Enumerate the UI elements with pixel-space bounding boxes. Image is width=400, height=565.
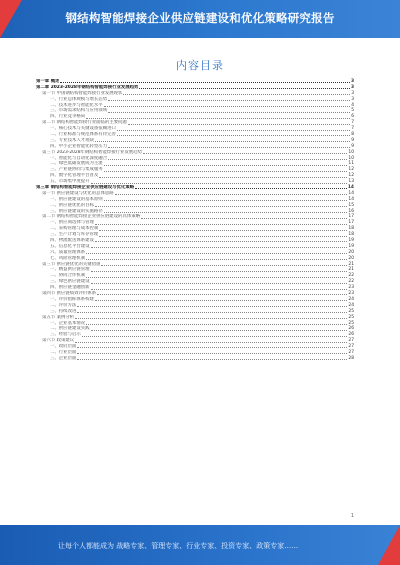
toc-entry-title: 第二章 2023-2028年钢结构智能焊接行业发展趋势 [36,84,139,90]
toc-leader-dots [75,342,347,343]
toc-leader-dots [139,88,350,89]
toc-entry-page: 10 [348,149,354,155]
toc-entry-title: 三、供应链建设的实施路径 [50,208,103,214]
toc-leader-dots [91,183,348,184]
toc-leader-dots [86,277,347,278]
toc-entry-page: 3 [350,84,354,90]
toc-leader-dots [86,324,347,325]
toc-entry-title: 三、生产计划与库存管理 [50,232,99,238]
toc-leader-dots [91,330,348,331]
toc-entry-page: 24 [348,302,354,308]
toc-leader-dots [99,177,347,178]
toc-entry-page: 13 [348,179,354,185]
toc-heading: 内容目录 [176,59,224,72]
toc-entry-title: 一、评价指标体系构建 [50,296,94,302]
toc-entry-title: 三、企业层面 [50,355,77,361]
toc-leader-dots [97,294,347,295]
toc-entry-title: 三、持续改进 [50,308,77,314]
toc-entry-page: 23 [348,285,354,291]
toc-entry-title: 六、质量管理体系 [50,249,86,255]
toc-entry-page: 6 [351,114,354,120]
toc-entry-title: 二、评价方法 [50,302,77,308]
toc-entry-title: 一、核心技术与关键设备依赖进口 [50,126,116,132]
toc-leader-dots [95,206,347,207]
toc-entry-page: 18 [348,226,354,232]
toc-entry-title: 一、智能化与自动化深度融合 [50,155,108,161]
toc-leader-dots [108,147,350,148]
toc-entry-title: 三、经验与启示 [50,332,81,338]
toc-leader-dots [86,118,350,119]
toc-entry-title: 五、信息化平台建设 [50,243,90,249]
toc-entry-page: 5 [351,108,354,114]
toc-entry-title: 第六节 政策建议 [42,338,75,344]
toc-entry-page: 24 [348,296,354,302]
toc-entry-page: 12 [348,173,354,179]
toc-entry-page: 26 [348,332,354,338]
toc-entry-page: 27 [348,349,354,355]
toc-leader-dots [128,124,350,125]
toc-entry-page: 26 [348,326,354,332]
toc-entry-title: 第二节 钢结构智能焊接企业供应链建设的具体策略 [42,214,140,220]
toc-entry-page: 25 [348,320,354,326]
toc-entry-title: 二、协同合作机制 [50,273,86,279]
toc-leader-dots [77,312,347,313]
toc-leader-dots [104,171,348,172]
toc-entry-title: 四、数字化管理平台普及 [50,173,99,179]
toc-leader-dots [101,265,347,266]
toc-entry-title: 第五节 案例分析 [42,314,75,320]
toc-leader-dots [91,289,348,290]
toc-entry-page: 20 [348,255,354,261]
toc-entry-title: 第一节 供应链建设与优化的总体思路 [42,190,114,196]
toc-entry-title: 三、市场需求结构与应用领域 [50,108,108,114]
toc-entry-page: 8 [351,132,354,137]
toc-entry-title: 七、风险管理机制 [50,255,86,261]
toc-leader-dots [75,318,347,319]
toc-entry-page: 28 [348,355,354,361]
toc-entry-title: 三、绿色供应链建设 [50,279,90,285]
toc-leader-dots [117,130,350,131]
toc-entry-title: 一、政府层面 [50,344,77,350]
toc-entry-title: 二、绿色低碳发展成为主流 [50,161,103,167]
toc-leader-dots [91,271,348,272]
toc-leader-dots [135,188,347,189]
toc-entry-page: 9 [351,143,354,149]
toc-entry-title: 二、行业层面 [50,349,77,355]
footer-slogan: 让每个人都能成为 战略专家、管理专家、行业专家、投资专家、政策专家…… [58,542,299,550]
toc-entry-page: 19 [348,243,354,249]
toc-entry-page: 4 [351,102,354,108]
toc-entry-page: 3 [351,96,354,102]
footer-corner-decoration [378,525,400,565]
toc-leader-dots [86,253,347,254]
toc-leader-dots [99,230,347,231]
toc-entry-title: 第二节 钢结构智能焊接行业面临的主要问题 [42,120,127,126]
toc-entry-page: 25 [348,314,354,320]
toc-leader-dots [77,347,347,348]
toc-leader-dots [108,159,347,160]
toc-leader-dots [95,300,347,301]
toc-entry-title: 第一章 概述 [36,78,60,84]
toc-entry-title: 四、物流配送体系建设 [50,238,94,244]
toc-leader-dots [77,359,347,360]
toc-entry-page: 14 [347,185,354,191]
toc-entry-page: 7 [351,120,354,126]
toc-entry-title: 三、产业链协同与集成服务 [50,167,103,173]
toc-entry-page: 12 [348,167,354,173]
toc-leader-dots [115,194,348,195]
toc-entry-title: 二、供应链建设实践 [50,326,90,332]
toc-entry-title: 四、中小企业智能化转型压力 [50,143,108,149]
toc-leader-dots [77,306,347,307]
toc-entry-title: 一、企业基本情况 [50,320,86,326]
report-title: 钢结构智能焊接企业供应链建设和优化策略研究报告 [65,11,335,25]
toc-leader-dots [104,200,348,201]
toc-entry-page: 23 [348,291,354,297]
toc-entry-page: 21 [348,261,354,267]
toc-entry-title: 第三章 钢结构智能焊接企业供应链建设与优化策略 [36,185,135,191]
toc-leader-dots [95,141,350,142]
toc-entry-title: 四、供应链金融创新 [50,285,90,291]
toc-entry-title: 二、供应链优化的目标 [50,202,94,208]
page-number: 1 [350,513,354,519]
toc-entry-page: 27 [348,344,354,350]
toc-entry-title: 一、供应商选择与管理 [50,220,94,226]
toc-entry-page: 3 [351,90,354,96]
table-of-contents [36,79,354,362]
toc-entry-page: 11 [348,161,354,167]
toc-entry-title: 第一节 中国钢结构智能焊接行业发展现状 [42,90,123,96]
toc-entry-page: 20 [348,249,354,255]
toc-entry-page: 7 [351,126,354,132]
toc-entry-page: 22 [348,273,354,279]
toc-entry-page: 17 [348,220,354,226]
toc-leader-dots [104,106,351,107]
toc-entry-page: 9 [351,137,354,143]
toc-entry-page: 17 [348,214,354,220]
toc-leader-dots [77,353,347,354]
toc-leader-dots [95,241,347,242]
toc-entry-page: 16 [348,208,354,214]
toc-entry-page: 10 [348,155,354,161]
toc-entry-title: 二、采购管理与成本控制 [50,226,99,232]
toc-leader-dots [86,259,347,260]
toc-entry-title: 五、市场集中度提升 [50,179,90,185]
toc-leader-dots [108,100,350,101]
toc-leader-dots [123,94,350,95]
toc-entry-page: 22 [348,279,354,285]
toc-entry-page: 3 [350,78,354,84]
toc-leader-dots [104,165,348,166]
toc-leader-dots [141,218,347,219]
toc-leader-dots [99,236,347,237]
toc-entry-title: 一、供应链建设的基本原则 [50,196,103,202]
toc-entry-title: 二、技术进步与智能化水平 [50,102,103,108]
toc-leader-dots [91,283,348,284]
toc-entry-page: 25 [348,308,354,314]
toc-entry-page: 15 [348,202,354,208]
toc-leader-dots [117,135,350,136]
toc-entry-title: 第三节 2023-2028年钢结构智能焊接行业发展趋势 [42,149,142,155]
toc-entry-page: 18 [348,232,354,238]
toc-entry-title: 三、专业技术人才短缺 [50,137,94,143]
toc-leader-dots [108,112,350,113]
toc-entry-page: 27 [348,338,354,344]
toc-entry-title: 一、精益供应链管理 [50,267,90,273]
toc-entry-page: 14 [348,190,354,196]
toc-entry-title: 第四节 供应链绩效评价体系 [42,291,97,297]
toc-leader-dots [91,247,348,248]
toc-leader-dots [60,82,349,83]
toc-leader-dots [143,153,347,154]
toc-entry-page: 19 [348,238,354,244]
toc-leader-dots [82,336,348,337]
toc-leader-dots [95,224,347,225]
toc-entry-page: 21 [348,267,354,273]
toc-entry-title: 一、行业总体规模与增长态势 [50,96,108,102]
toc-entry[interactable] [36,356,354,362]
toc-entry-title: 二、行业标准与规范体系有待完善 [50,132,116,137]
toc-entry-page: 14 [348,196,354,202]
toc-entry-title: 第三节 供应链优化的关键措施 [42,261,101,267]
toc-entry-title: 四、行业竞争格局 [50,114,86,120]
toc-leader-dots [104,212,348,213]
